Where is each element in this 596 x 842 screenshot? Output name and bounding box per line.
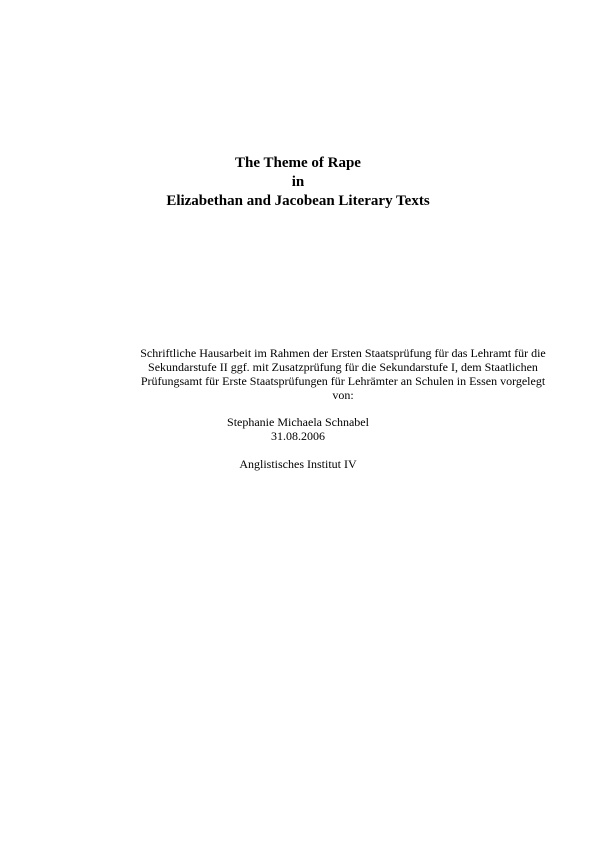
title-line-3: Elizabethan and Jacobean Literary Texts — [166, 193, 430, 209]
author-block — [0, 415, 596, 471]
submission-statement: Schriftliche Hausarbeit im Rahmen der Ersten Staatsprüfung für das Lehramt für die Sekundarstufe II ggf. mit Zusatzprüfung für die Sekundarstufe I, dem Staatlichen Prüfungsamt für Erste Staatsprüfungen für Lehrämter an Schulen in Essen vorgelegt von: — [140, 346, 546, 402]
title-line-1: The Theme of Rape — [235, 155, 361, 171]
submission-date: 31.08.2006 — [271, 429, 325, 443]
title-block — [0, 154, 596, 211]
title-line-2: in — [291, 174, 305, 190]
author-name: Stephanie Michaela Schnabel — [227, 415, 369, 429]
institute-name: Anglistisches Institut IV — [239, 457, 357, 471]
submission-statement-block — [130, 346, 556, 402]
